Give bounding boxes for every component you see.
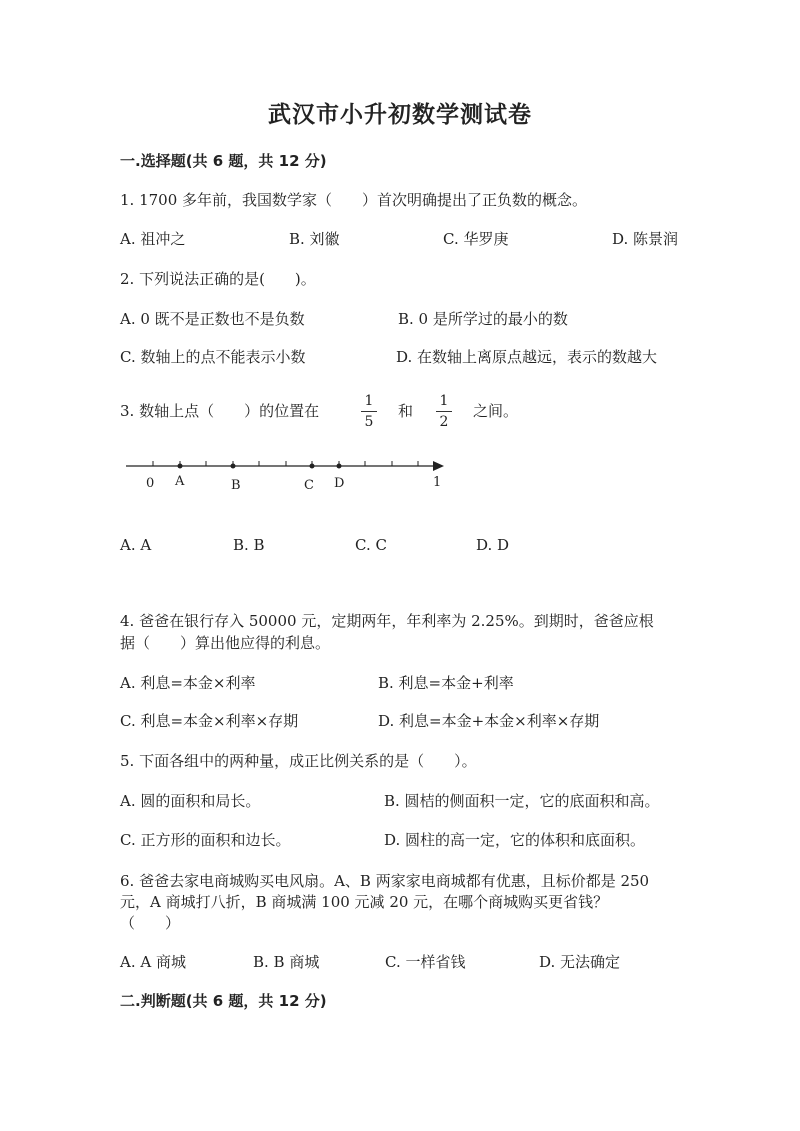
- q4-option-b: B. 利息=本金+利率: [378, 674, 514, 692]
- label-b: B: [231, 478, 241, 493]
- point-a-dot: [178, 464, 183, 469]
- label-zero: 0: [146, 476, 155, 491]
- q6-option-b: B. B 商城: [253, 953, 320, 971]
- point-b-dot: [231, 464, 236, 469]
- q6-option-a: A. A 商城: [120, 953, 186, 971]
- q1-option-d: D. 陈景润: [612, 230, 679, 248]
- q4-option-c: C. 利息=本金×利率×存期: [120, 712, 299, 730]
- question-6-stem-line3: （ ）: [120, 914, 181, 932]
- q3-option-c: C. C: [355, 536, 387, 554]
- question-3-stem: 3. 数轴上点（ ）的位置在: [120, 402, 320, 420]
- q5-option-b: B. 圆桔的侧面积一定，它的底面积和高。: [384, 792, 660, 810]
- q1-option-a: A. 祖冲之: [120, 230, 186, 248]
- label-d: D: [334, 476, 345, 491]
- label-a: A: [175, 474, 185, 489]
- q3-option-b: B. B: [233, 536, 265, 554]
- question-6-stem-line1: 6. 爸爸去家电商城购买电风扇。A、B 两家家电商城都有优惠，且标价都是 250: [120, 872, 650, 890]
- fraction-numerator: 1: [439, 393, 449, 409]
- question-3-stem-end: 之间。: [473, 402, 519, 420]
- question-6-stem-line2: 元，A 商城打八折，B 商城满 100 元减 20 元，在哪个商城购买更省钱？: [120, 893, 609, 911]
- q2-option-d: D. 在数轴上离原点越远，表示的数越大: [396, 348, 658, 366]
- fraction-denominator: 2: [439, 414, 449, 430]
- q3-option-a: A. A: [120, 536, 152, 554]
- label-one: 1: [433, 475, 442, 490]
- question-2-stem: 2. 下列说法正确的是( )。: [120, 270, 316, 288]
- question-1-stem: 1. 1700 多年前，我国数学家（ ）首次明确提出了正负数的概念。: [120, 191, 588, 209]
- q6-option-d: D. 无法确定: [539, 953, 621, 971]
- q3-option-d: D. D: [476, 536, 510, 554]
- fraction-one-half: [436, 394, 452, 429]
- number-line-ticks: [153, 461, 418, 466]
- q2-option-b: B. 0 是所学过的最小的数: [398, 310, 568, 328]
- label-c: C: [304, 478, 314, 493]
- q4-option-a: A. 利息=本金×利率: [120, 674, 256, 692]
- question-4-stem-line2: 据（ ）算出他应得的利息。: [120, 634, 331, 652]
- q1-option-c: C. 华罗庚: [443, 230, 509, 248]
- number-line-arrow: [433, 461, 444, 471]
- q5-option-d: D. 圆柱的高一定，它的体积和底面积。: [384, 831, 646, 849]
- point-d-dot: [337, 464, 342, 469]
- q1-option-b: B. 刘徽: [289, 230, 340, 248]
- q4-option-d: D. 利息=本金+本金×利率×存期: [378, 712, 600, 730]
- page-title: 武汉市小升初数学测试卷: [268, 101, 532, 128]
- question-4-stem-line1: 4. 爸爸在银行存入 50000 元，定期两年，年利率为 2.25%。到期时，爸爸应根: [120, 612, 654, 630]
- fraction-numerator: 1: [364, 393, 374, 409]
- section-heading-choice: 一.选择题(共 6 题，共 12 分): [120, 152, 327, 170]
- section-heading-judgment: 二.判断题(共 6 题，共 12 分): [120, 992, 327, 1010]
- fraction-denominator: 5: [364, 414, 374, 430]
- q2-option-c: C. 数轴上的点不能表示小数: [120, 348, 306, 366]
- q6-option-c: C. 一样省钱: [385, 953, 466, 971]
- question-3-stem-and: 和: [398, 402, 414, 420]
- number-line-diagram: [118, 450, 458, 495]
- point-c-dot: [310, 464, 315, 469]
- fraction-one-fifth: [361, 394, 377, 429]
- q5-option-c: C. 正方形的面积和边长。: [120, 831, 291, 849]
- question-5-stem: 5. 下面各组中的两种量，成正比例关系的是（ ）。: [120, 752, 477, 770]
- q5-option-a: A. 圆的面积和局长。: [120, 792, 261, 810]
- q2-option-a: A. 0 既不是正数也不是负数: [120, 310, 305, 328]
